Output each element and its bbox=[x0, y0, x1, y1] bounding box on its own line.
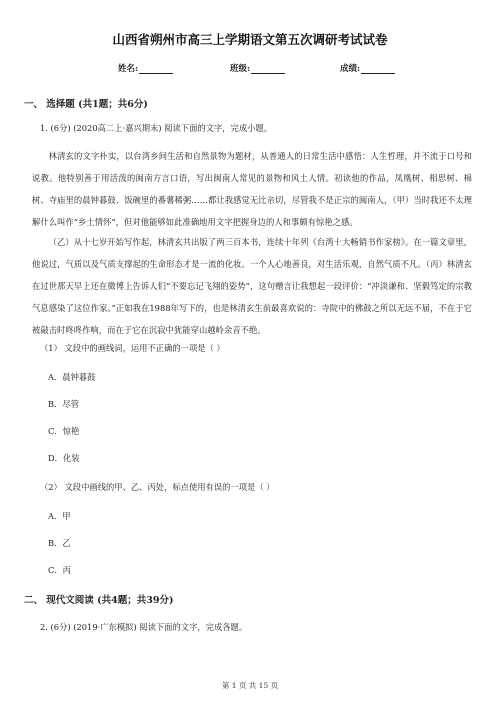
passage-paragraph-2: （乙）从十七岁开始写作起，林清玄共出版了两三百本书，连续十年列《台湾十大畅销书作家榜》。在一篇文章里，他说过，气质以及气质支撑起的生命形态才是一流的化妆。一个人心地善良，对生活乐观，自然气质不凡。（丙）林清玄在过世那天早上还在微博上告诉人们“不要忘记飞翔的姿势”，这句赠言让我想起一段评价：“冲淡谦和、坚毅笃定的宗教气息感染了这位作家。”正如我在1988年写下的，也是林清玄生前最喜欢说的：寺院中的佛鼓之所以无远不届，不在于它被敲击时咚咚作响，而在于它在沉寂中犹能穿山越岭余音不绝。 bbox=[32, 237, 472, 335]
class-blank[interactable] bbox=[251, 63, 285, 74]
option-2-b[interactable]: B．乙 bbox=[48, 538, 71, 548]
option-1-d[interactable]: D．化装 bbox=[48, 453, 80, 463]
sub-question-2: （2） 文段中画线的甲、乙、丙处，标点使用有误的一项是（ ） bbox=[40, 482, 275, 492]
exam-title: 山西省朔州市高三上学期语文第五次调研考试试卷 bbox=[112, 32, 388, 47]
class-field bbox=[230, 62, 285, 74]
option-1-b[interactable]: B．尽管 bbox=[48, 399, 79, 409]
name-label: 姓名: bbox=[118, 64, 139, 74]
score-label: 成绩: bbox=[340, 64, 361, 74]
option-1-a[interactable]: A．晨钟暮鼓 bbox=[48, 372, 96, 382]
score-blank[interactable] bbox=[361, 63, 395, 74]
sub-question-1: （1） 文段中的画线词，运用不正确的一项是（ ） bbox=[40, 343, 225, 353]
score-field bbox=[340, 62, 395, 74]
option-1-c[interactable]: C．惊艳 bbox=[48, 426, 80, 436]
name-field bbox=[118, 62, 173, 74]
class-label: 班级: bbox=[230, 64, 251, 74]
passage-paragraph-1: 林清玄的文字朴实，以台湾乡间生活和自然景物为题材，从普通人的日常生活中感悟：人生哲理，并不流于口号和说教。他特别善于用活泼的闽南方言口语，写出闽南人常见的景物和风土人情。初读他的作品，凤凰树、相思树、棉树、寺庙里的晨钟暮鼓、饭碗里的番薯稀粥……都让我感觉无比亲切，尽管我不是正宗的闽南人，（甲）当时我还不太理解什么叫作“乡土情怀”，但对他能够如此准确地用文字把握身边的人和事颇有惊艳之感。 bbox=[32, 151, 472, 227]
question-2-stem: 2. (6分) (2019·广东模拟) 阅读下面的文字，完成各题。 bbox=[40, 622, 248, 632]
page-footer: 第 1 页 共 15 页 bbox=[221, 681, 279, 690]
student-info-row bbox=[0, 62, 500, 76]
question-1-stem: 1. (6分) (2020高二上·嘉兴期末) 阅读下面的文字，完成小题。 bbox=[40, 123, 273, 133]
section-heading-choice: 一、 选择题 (共1题；共6分) bbox=[24, 99, 148, 110]
name-blank[interactable] bbox=[139, 63, 173, 74]
option-2-c[interactable]: C．丙 bbox=[48, 565, 71, 575]
option-2-a[interactable]: A．甲 bbox=[48, 511, 71, 521]
section-heading-reading: 二、 现代文阅读 (共4题；共39分) bbox=[24, 595, 174, 606]
